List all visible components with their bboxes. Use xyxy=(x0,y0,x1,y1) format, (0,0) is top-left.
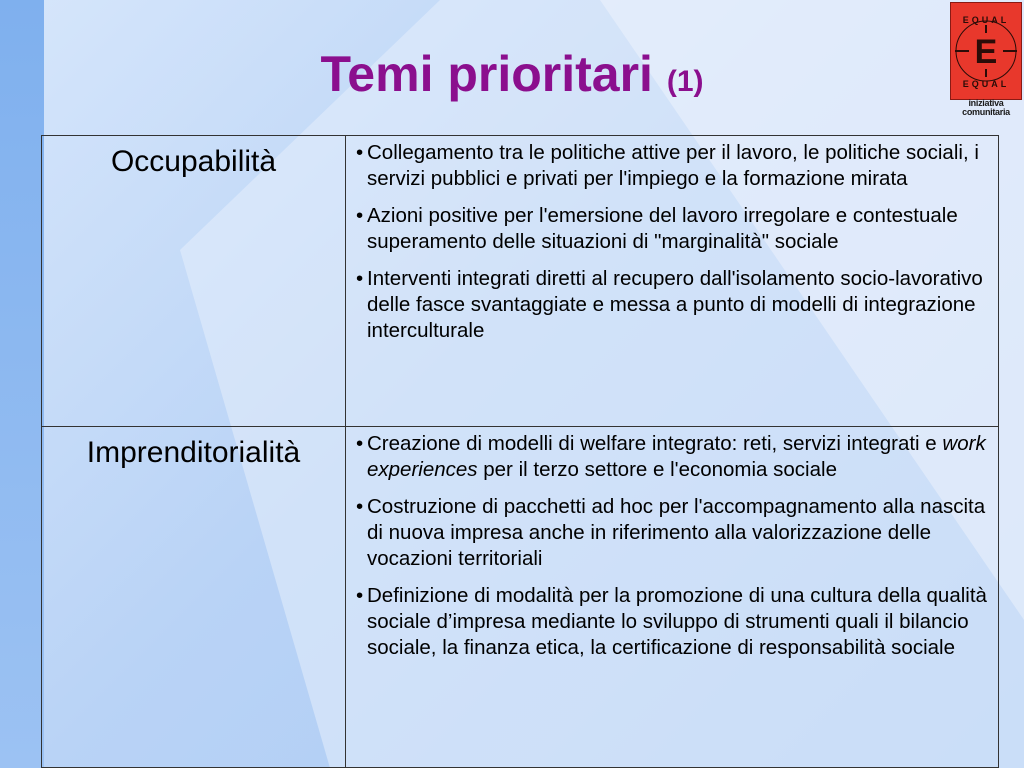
title-number: (1) xyxy=(666,65,704,98)
list-item: • Costruzione di pacchetti ad hoc per l'accompagnamento alla nascita di nuova impresa anche in riferimento alla valorizzazione delle vocazioni territoriali xyxy=(356,494,988,572)
category-cell xyxy=(42,427,346,768)
logo-caption xyxy=(948,99,1024,117)
page-title xyxy=(0,44,1024,112)
logo-ring-top: EQUAL xyxy=(962,15,1010,25)
list-item: • Interventi integrati diretti al recupero dall'isolamento socio-lavorativo delle fasce svantaggiate e messa a punto di modelli di integrazione interculturale xyxy=(356,266,988,344)
bullet-list xyxy=(356,140,988,344)
logo-caption-line-2: comunitaria xyxy=(962,107,1010,117)
themes-table xyxy=(41,135,999,768)
title-text: Temi prioritari xyxy=(320,46,653,102)
logo-ring-bottom: EQUAL xyxy=(962,79,1010,89)
item-text-post: per il terzo settore e l'economia sociale xyxy=(477,458,837,481)
items-cell xyxy=(346,136,999,427)
category-cell xyxy=(42,136,346,427)
items-cell xyxy=(346,427,999,768)
item-text-pre: Creazione di modelli di welfare integrato: reti, servizi integrati e xyxy=(367,432,943,455)
list-item: • Collegamento tra le politiche attive per il lavoro, le politiche sociali, i servizi pubblici e privati per l'impiego e la formazione mirata xyxy=(356,140,988,192)
logo-letter: E xyxy=(974,33,998,71)
logo-caption-line-1: iniziativa xyxy=(968,98,1004,108)
table-row xyxy=(42,427,999,768)
item-text-emphasis: work experiences xyxy=(367,432,986,481)
list-item xyxy=(356,431,988,483)
equal-logo xyxy=(946,2,1024,120)
logo-mark-icon xyxy=(951,3,1021,99)
category-label: Occupabilità xyxy=(110,145,277,178)
bullet-list xyxy=(356,431,988,661)
category-label: Imprenditorialità xyxy=(86,436,301,469)
table-row xyxy=(42,136,999,427)
list-item: • Definizione di modalità per la promozione di una cultura della qualità sociale d’impresa mediante lo sviluppo di strumenti quali il bilancio sociale, la finanza etica, la certificazione di responsabilità sociale xyxy=(356,583,988,661)
logo-badge xyxy=(950,2,1022,100)
list-item: • Azioni positive per l'emersione del lavoro irregolare e contestuale superamento delle situazioni di "marginalità" sociale xyxy=(356,203,988,255)
